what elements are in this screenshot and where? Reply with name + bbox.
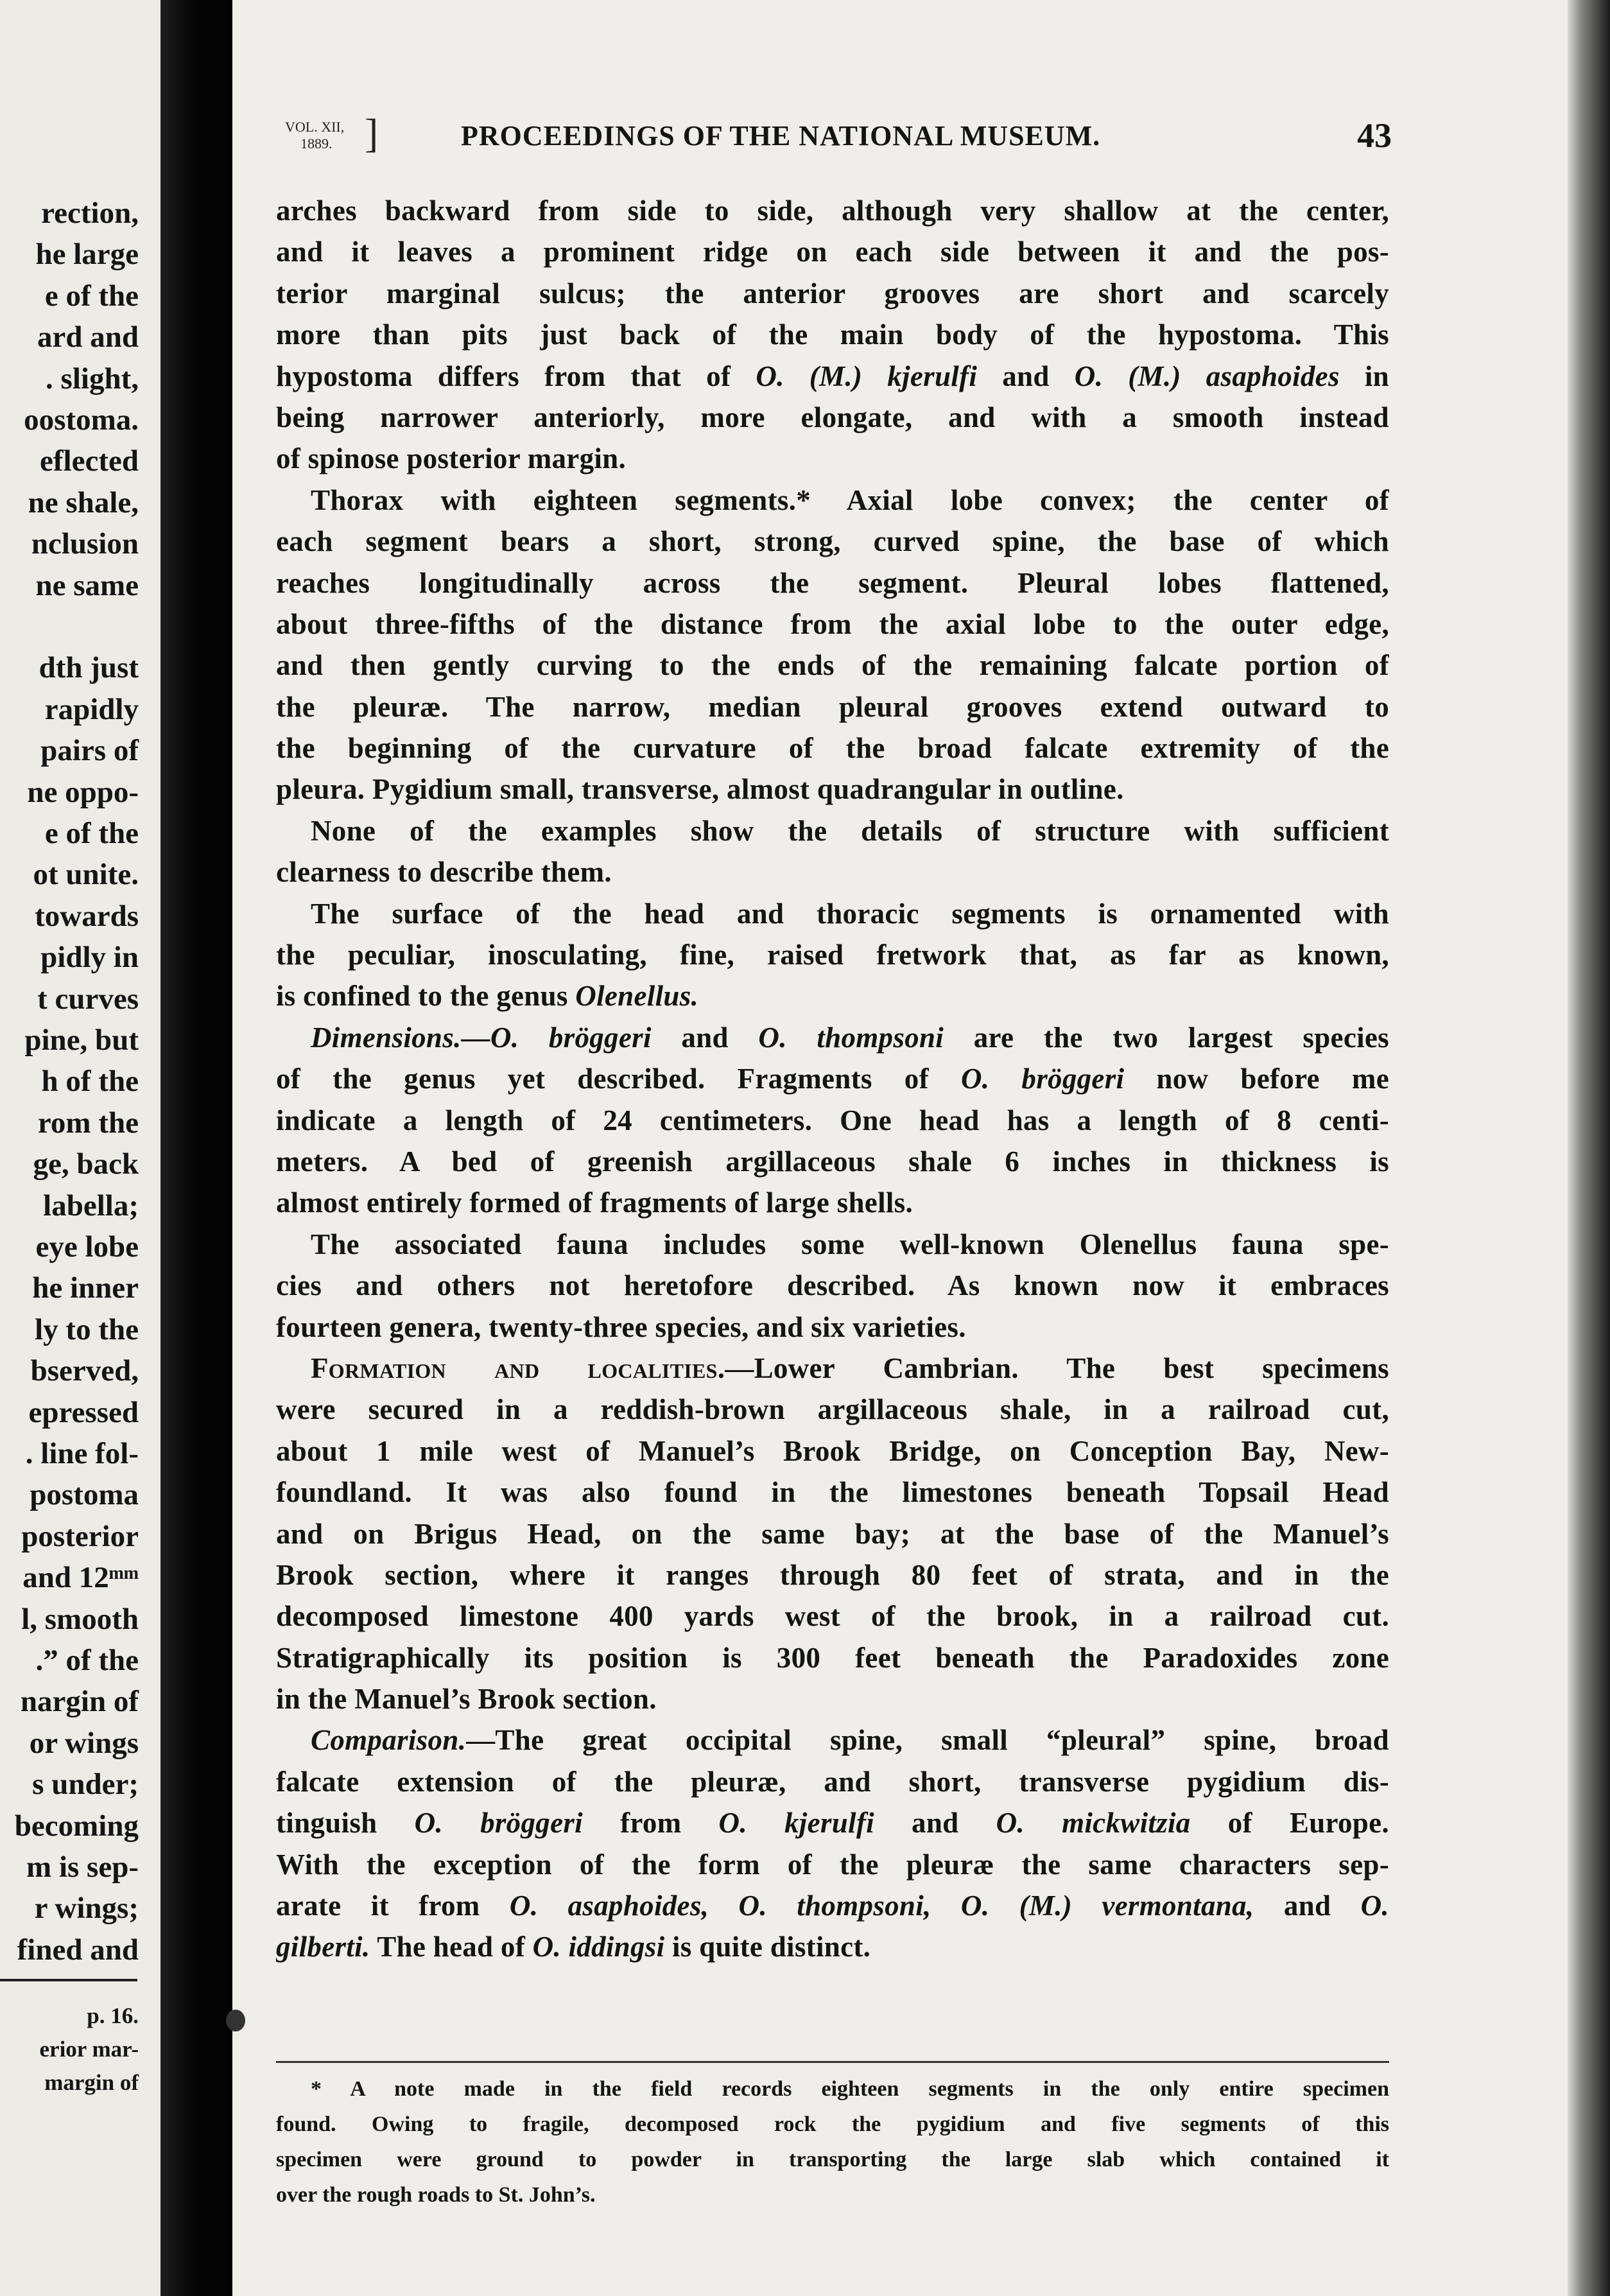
text-line: Formation and localities.—Lower Cambrian. The best specimens — [311, 1352, 1389, 1384]
left-page-line: s under; — [32, 1768, 139, 1802]
footnote-line: * A note made in the field records eighteen segments in the only entire specimen — [311, 2077, 1389, 2101]
journal-title: PROCEEDINGS OF THE NATIONAL MUSEUM. — [461, 120, 1101, 152]
left-footnote-line: p. 16. — [87, 2003, 139, 2028]
left-page-line: ne oppo- — [27, 775, 139, 809]
margin-ink-blot — [226, 2010, 245, 2031]
text-line: hypostoma differs from that of O. (M.) kjerulfi and O. (M.) asaphoides in — [276, 360, 1389, 392]
text-line: arate it from O. asaphoides, O. thompsoni, O. (M.) vermontana, and O. — [276, 1890, 1389, 1922]
left-page-line: or wings — [29, 1726, 139, 1760]
left-page-line: he inner — [32, 1271, 139, 1305]
left-page-line: ot unite. — [33, 858, 139, 892]
text-line: about 1 mile west of Manuel’s Brook Bridge, on Conception Bay, New- — [276, 1434, 1389, 1467]
left-page-line: eye lobe — [35, 1230, 139, 1264]
section-heading: Dimensions.—O. bröggeri — [311, 1021, 652, 1054]
left-page-line: bserved, — [30, 1354, 139, 1388]
volume-number: VOL. XII, — [285, 119, 345, 135]
left-page-line: he large — [35, 238, 139, 272]
text-line: and it leaves a prominent ridge on each side between it and the pos- — [276, 236, 1389, 268]
left-page-line: posterior — [21, 1519, 139, 1553]
left-page-line: . slight, — [46, 361, 139, 396]
left-page-line: oostoma. — [24, 403, 139, 437]
text-line: the peculiar, inosculating, fine, raised fretwork that, as far as known, — [276, 939, 1389, 971]
species-name: O. — [1360, 1890, 1389, 1922]
text-line: arches backward from side to side, although very shallow at the center, — [276, 195, 1389, 227]
text-line: the pleuræ. The narrow, median pleural grooves extend outward to — [276, 690, 1389, 723]
species-name: O. bröggeri — [960, 1063, 1125, 1095]
species-name: O. iddingsi — [532, 1931, 665, 1963]
page-edge — [1568, 0, 1610, 2296]
text-line: each segment bears a short, strong, curved spine, the base of which — [276, 525, 1389, 558]
text-line: Thorax with eighteen segments.* Axial lobe convex; the center of — [311, 483, 1389, 516]
species-name: O. mickwitzia — [996, 1807, 1191, 1839]
footnote-line: specimen were ground to powder in transporting the large slab which contained it — [276, 2148, 1389, 2171]
left-page-line: . line fol- — [25, 1437, 139, 1470]
section-heading: Formation and localities. — [311, 1352, 725, 1384]
text-line: almost entirely formed of fragments of large shells. — [276, 1187, 913, 1219]
text-line: terior marginal sulcus; the anterior grooves are short and scarcely — [276, 277, 1389, 309]
text-line: were secured in a reddish-brown argillaceous shale, in a railroad cut, — [276, 1393, 1389, 1426]
species-name: O. asaphoides, O. thompsoni, O. (M.) vermontana, — [509, 1890, 1254, 1922]
left-page-line: rection, — [41, 196, 139, 230]
text-line: of spinose posterior margin. — [276, 442, 627, 475]
text-line: indicate a length of 24 centimeters. One head has a length of 8 centi- — [276, 1104, 1389, 1136]
left-page-line: e of the — [44, 279, 139, 313]
left-page-line: r wings; — [34, 1892, 139, 1926]
text-line: Brook section, where it ranges through 80 feet of strata, and in the — [276, 1558, 1389, 1591]
species-name: O. (M.) kjerulfi — [756, 360, 978, 392]
text-line: foundland. It was also found in the limestones beneath Topsail Head — [276, 1476, 1389, 1509]
footnote-rule — [276, 2061, 1389, 2063]
text-line: Dimensions.—O. bröggeri and O. thompsoni are the two largest species — [311, 1021, 1389, 1054]
left-page-line: pine, but — [24, 1023, 139, 1057]
left-page-line: ne same — [35, 568, 139, 602]
text-line: falcate extension of the pleuræ, and short, transverse pygidium dis- — [276, 1765, 1389, 1798]
text-line: gilberti. The head of O. iddingsi is quite distinct. — [276, 1931, 871, 1963]
species-name: gilberti. — [276, 1931, 370, 1963]
volume-year: 1889. — [300, 135, 333, 152]
text-line: is confined to the genus Olenellus. — [276, 980, 699, 1013]
text-line: decomposed limestone 400 yards west of the brook, in a railroad cut. — [276, 1600, 1389, 1633]
text-line: meters. A bed of greenish argillaceous shale 6 inches in thickness is — [276, 1145, 1389, 1178]
text-line: reaches longitudinally across the segment. Pleural lobes flattened, — [276, 566, 1389, 599]
running-head — [281, 110, 1392, 158]
footnote-line: over the rough roads to St. John’s. — [276, 2183, 596, 2207]
species-name: O. kjerulfi — [718, 1807, 874, 1839]
left-footnote-line: erior mar- — [39, 2037, 139, 2062]
left-page-line: l, smooth — [21, 1602, 139, 1636]
species-name: O. thompsoni — [758, 1021, 944, 1054]
text-line: The surface of the head and thoracic segments is ornamented with — [311, 897, 1389, 930]
volume-label — [281, 110, 384, 158]
text-line: cies and others not heretofore described. As known now it embraces — [276, 1269, 1389, 1302]
left-page-line: e of the — [44, 817, 139, 850]
left-page-line: eflected — [40, 444, 139, 478]
text-line: The associated fauna includes some well-known Olenellus fauna spe- — [311, 1228, 1389, 1260]
text-line: pleura. Pygidium small, transverse, almost quadrangular in outline. — [276, 773, 1124, 806]
text-line: of the genus yet described. Fragments of O. bröggeri now before me — [276, 1063, 1389, 1095]
left-footnote-rule — [0, 1979, 137, 1981]
left-footnote-line: margin of — [44, 2070, 139, 2095]
section-heading: Comparison. — [311, 1724, 467, 1757]
left-page-line: towards — [35, 899, 139, 933]
left-page-line: pidly in — [40, 941, 139, 975]
left-page-line: .” of the — [35, 1644, 139, 1677]
text-line: Comparison.—The great occipital spine, small “pleural” spine, broad — [311, 1724, 1389, 1757]
left-page-line: nclusion — [31, 527, 139, 561]
left-page-line: ge, back — [33, 1147, 139, 1181]
text-line: None of the examples show the details of structure with sufficient — [311, 814, 1389, 847]
text-line: clearness to describe them. — [276, 856, 612, 889]
footnote-line: found. Owing to fragile, decomposed rock the pygidium and five segments of this — [276, 2112, 1389, 2136]
left-page-line: postoma — [30, 1478, 139, 1512]
left-page-line: becoming — [14, 1809, 139, 1843]
body-text — [276, 190, 1389, 1968]
left-page-line: ard and — [37, 320, 139, 354]
text-line: more than pits just back of the main body of the hypostoma. This — [276, 318, 1389, 351]
text-line: With the exception of the form of the pleuræ the same characters sep- — [276, 1848, 1389, 1881]
left-page-line: h of the — [41, 1065, 139, 1099]
left-page-line: t curves — [37, 982, 139, 1016]
text-line: fourteen genera, twenty-three species, and six varieties. — [276, 1310, 966, 1343]
text-line: and on Brigus Head, on the same bay; at the base of the Manuel’s — [276, 1517, 1389, 1550]
left-page-line: pairs of — [40, 734, 139, 768]
species-name: O. bröggeri — [414, 1807, 583, 1839]
left-page-line: fined and — [17, 1933, 139, 1967]
text-line: in the Manuel’s Brook section. — [276, 1683, 657, 1716]
left-page-line: nargin of — [20, 1685, 139, 1719]
genus-name: Olenellus. — [575, 980, 699, 1013]
left-page-line: ly to the — [35, 1312, 139, 1346]
footnote — [276, 2071, 1389, 2213]
page-number: 43 — [1357, 116, 1392, 155]
species-name: O. (M.) asaphoides — [1074, 360, 1340, 392]
left-page-line: rapidly — [44, 692, 139, 726]
text-line: tinguish O. bröggeri from O. kjerulfi and O. mickwitzia of Europe. — [276, 1807, 1389, 1839]
left-page-line: dth just — [39, 651, 139, 685]
text-line: Stratigraphically its position is 300 feet beneath the Paradoxides zone — [276, 1641, 1389, 1674]
text-line: being narrower anteriorly, more elongate, and with a smooth instead — [276, 401, 1389, 433]
text-line: and then gently curving to the ends of the remaining falcate portion of — [276, 649, 1389, 682]
left-page-line: m is sep- — [26, 1850, 139, 1884]
volume-bracket: ] — [365, 110, 379, 156]
text-line: about three-fifths of the distance from the axial lobe to the outer edge, — [276, 607, 1389, 640]
left-page-line: epressed — [28, 1395, 139, 1429]
left-page-line: ne shale, — [28, 485, 139, 519]
text-line: the beginning of the curvature of the broad falcate extremity of the — [276, 732, 1389, 765]
left-page-line: labella; — [43, 1188, 139, 1222]
left-page-line: rom the — [37, 1106, 139, 1140]
left-page-line: and 12ᵐᵐ — [22, 1561, 139, 1595]
left-page-fragment — [0, 0, 166, 2296]
